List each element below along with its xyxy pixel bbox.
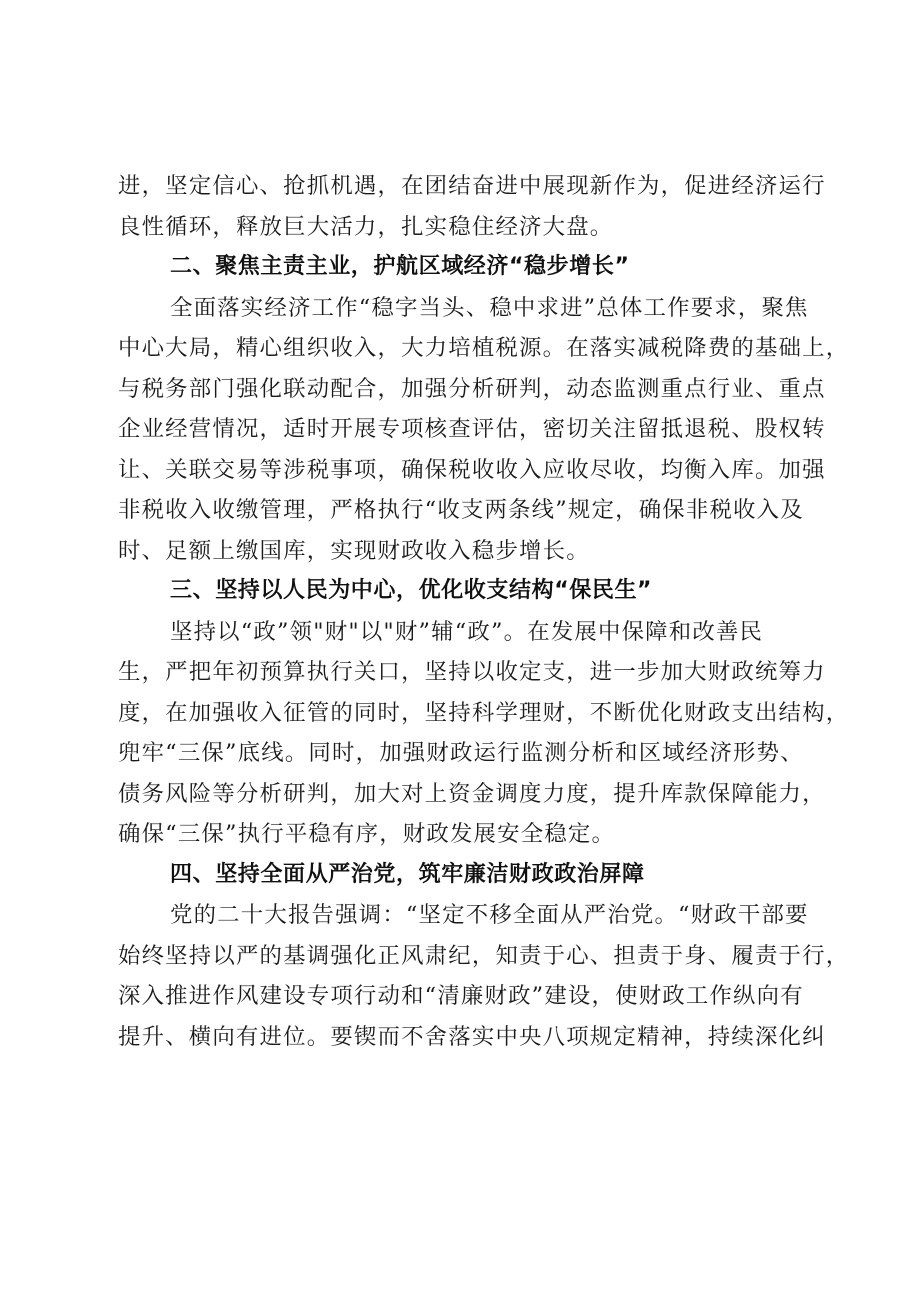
section-heading-2: 二、聚焦主责主业，护航区域经济“稳步增长” [170,254,630,279]
text-line: 非税收入收缴管理，严格执行“收支两条线”规定，确保非税收入及 [118,497,804,523]
text-line: 兜牢“三保”底线。同时，加强财政运行监测分析和区域经济形势、 [118,740,804,766]
text-line: 与税务部门强化联动配合，加强分析研判，动态监测重点行业、重点 [118,375,826,402]
text-line: 始终坚持以严的基调强化正风肃纪，知责于心、担责于身、履责于行， [118,942,850,969]
text-line: 全面落实经济工作“稳字当头、稳中求进”总体工作要求，聚焦 [170,294,809,321]
text-line: 让、关联交易等涉税事项，确保税收收入应收尽收，均衡入库。加强 [118,456,826,483]
paragraph-party-discipline [118,895,850,1057]
text-line: 生，严把年初预算执行关口，坚持以收定支，进一步加大财政统筹力 [118,659,826,685]
paragraph-continuation [118,166,828,247]
document-body [118,166,850,1057]
paragraph-revenue [118,288,850,572]
section-heading-4: 四、坚持全面从严治党，筑牢廉洁财政政治屏障 [170,861,645,887]
text-line: 党的二十大报告强调：“坚定不移全面从严治党。“财政干部要 [170,902,809,928]
text-line: 进，坚定信心、抢抓机遇，在团结奋进中展现新作为，促进经济运行 [118,173,826,199]
text-line: 深入推进作风建设专项行动和“清廉财政”建设，使财政工作纵向有 [118,983,804,1009]
text-line: 提升、横向有进位。要锲而不舍落实中央八项规定精神，持续深化纠 [118,1023,826,1050]
text-line: 中心大局，精心组织收入，大力培植税源。在落实减税降费的基础上， [118,335,850,361]
section-heading-3: 三、坚持以人民为中心，优化收支结构“保民生” [170,578,653,603]
text-line: 时、足额上缴国库，实现财政收入稳步增长。 [118,537,590,564]
paragraph-livelihood [118,612,850,855]
text-line: 度，在加强收入征管的同时，坚持科学理财，不断优化财政支出结构， [118,699,850,726]
text-line: 确保“三保”执行平稳有序，财政发展安全稳定。 [118,821,616,847]
text-line: 良性循环，释放巨大活力，扎实稳住经济大盘。 [118,213,614,240]
text-line: 企业经营情况，适时开展专项核查评估，密切关注留抵退税、股权转 [118,416,826,442]
text-line: 坚持以“政”领"财"以"财”辅“政”。在发展中保障和改善民 [170,618,764,645]
text-line: 债务风险等分析研判，加大对上资金调度力度，提升库款保障能力， [118,780,826,807]
